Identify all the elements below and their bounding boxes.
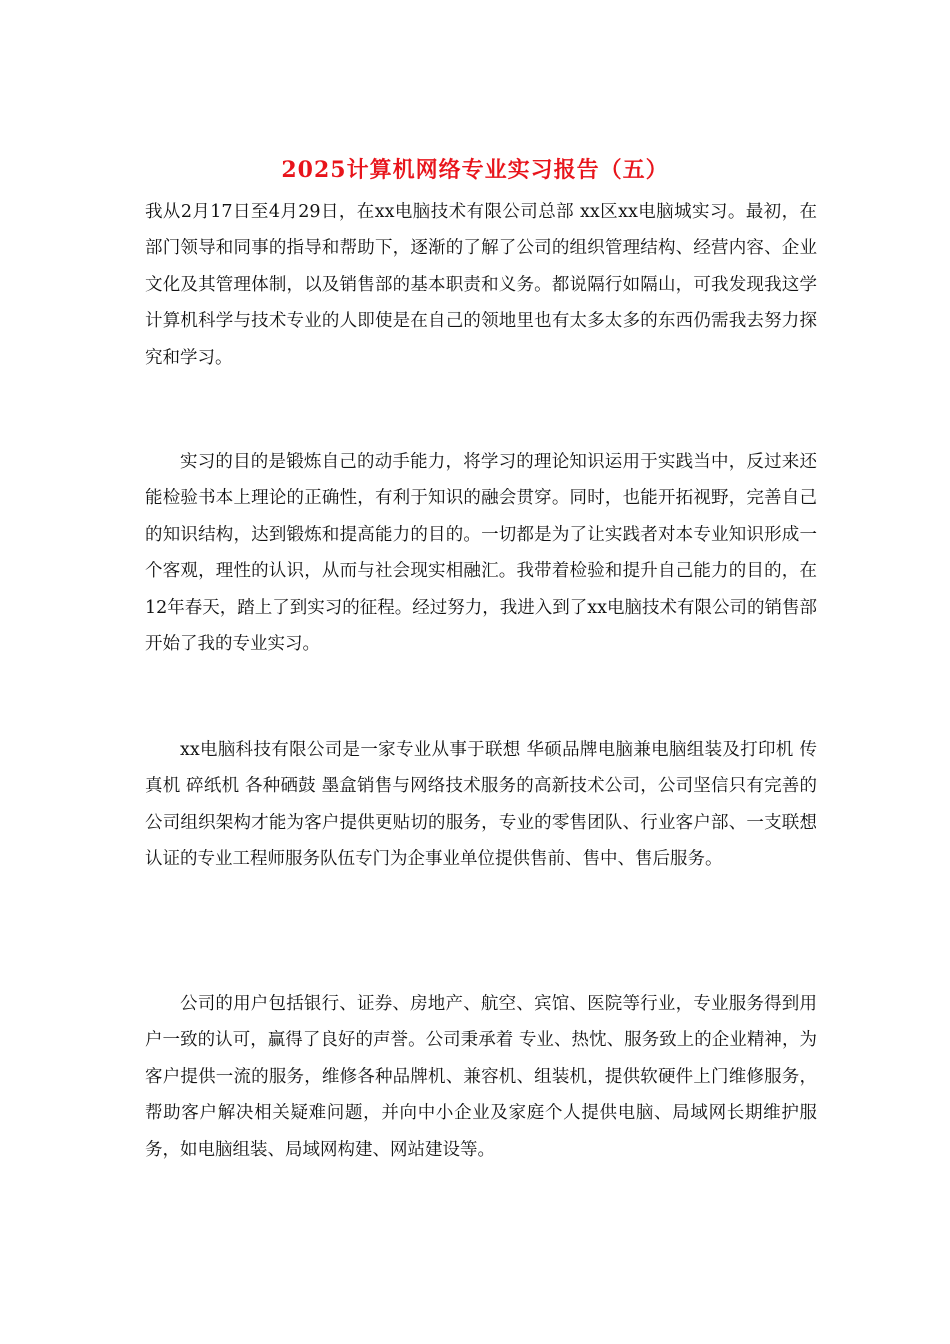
paragraph-company-clients: 公司的用户包括银行、证券、房地产、航空、宾馆、医院等行业，专业服务得到用户一致的认可，赢得了良好的声誉。公司秉承着 专业、热忱、服务致上的企业精神，为客户提供一流的服务，维修各种品牌机、兼容机、组装机，提供软硬件上门维修服务，帮助客户解决相关疑难问题，并向中小企业及家庭个人提供电脑、局域网长期维护服务，如电脑组装、局域网构建、网站建设等。 [145, 994, 817, 1160]
document-title: 2025计算机网络专业实习报告（五） [281, 157, 669, 183]
paragraph-company-profile: xx电脑科技有限公司是一家专业从事于联想 华硕品牌电脑兼电脑组装及打印机 传真机 碎纸机 各种硒鼓 墨盒销售与网络技术服务的高新技术公司，公司坚信只有完善的公司组织架构才能为客户提供更贴切的服务，专业的零售团队、行业客户部、一支联想认证的专业工程师服务队伍专门为企事业单位提供售前、售中、售后服务。 [145, 740, 817, 870]
paragraph-internship-purpose: 实习的目的是锻炼自己的动手能力，将学习的理论知识运用于实践当中，反过来还能检验书本上理论的正确性，有利于知识的融会贯穿。同时，也能开拓视野，完善自己的知识结构，达到锻炼和提高能力的目的。一切都是为了让实践者对本专业知识形成一个客观，理性的认识，从而与社会现实相融汇。我带着检验和提升自己能力的目的，在12年春天，踏上了到实习的征程。经过努力，我进入到了xx电脑技术有限公司的销售部开始了我的专业实习。 [145, 452, 818, 655]
paragraph-internship-period: 我从2月17日至4月29日，在xx电脑技术有限公司总部 xx区xx电脑城实习。最初，在部门领导和同事的指导和帮助下，逐渐的了解了公司的组织管理结构、经营内容、企业文化及其管理体制，以及销售部的基本职责和义务。都说隔行如隔山，可我发现我这学计算机科学与技术专业的人即使是在自己的领地里也有太多太多的东西仍需我去努力探究和学习。 [145, 202, 817, 368]
